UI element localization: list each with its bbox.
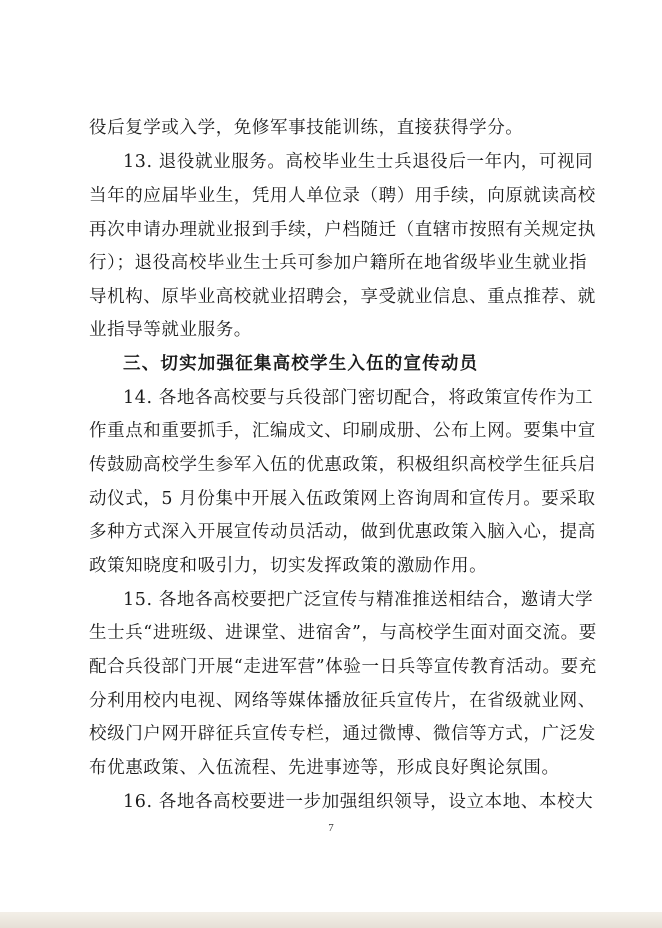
text-line: 14. 各地各高校要与兵役部门密切配合，将政策宣传作为工 [123, 388, 594, 408]
text-line: 生士兵“进班级、进课堂、进宿舍”，与高校学生面对面交流。要 [89, 623, 597, 643]
text-line: 15. 各地各高校要把广泛宣传与精准推送相结合，邀请大学 [123, 590, 594, 610]
text-line: 再次申请办理就业报到手续，户档随迁（直辖市按照有关规定执 [89, 220, 596, 240]
text-line: 当年的应届毕业生，凭用人单位录（聘）用手续，向原就读高校 [89, 186, 596, 206]
text-line: 布优惠政策、入伍流程、先进事迹等，形成良好舆论氛围。 [89, 758, 560, 778]
text-line: 13. 退役就业服务。高校毕业生士兵退役后一年内，可视同 [123, 152, 594, 172]
text-line: 传鼓励高校学生参军入伍的优惠政策，积极组织高校学生征兵启 [89, 455, 596, 475]
text-line: 配合兵役部门开展“走进军营”体验一日兵等宣传教育活动。要充 [89, 657, 597, 677]
text-line: 作重点和重要抓手，汇编成文、印刷成册、公布上网。要集中宣 [89, 421, 596, 441]
text-line: 动仪式，5 月份集中开展入伍政策网上咨询周和宣传月。要采取 [89, 489, 596, 509]
text-line: 行）；退役高校毕业生士兵可参加户籍所在地省级毕业生就业指 [89, 253, 588, 273]
text-line: 分利用校内电视、网络等媒体播放征兵宣传片，在省级就业网、 [89, 691, 596, 711]
section-heading: 三、切实加强征集高校学生入伍的宣传动员 [123, 354, 479, 374]
text-line: 多种方式深入开展宣传动员活动，做到优惠政策入脑入心，提高 [89, 522, 596, 542]
text-line: 16. 各地各高校要进一步加强组织领导，设立本地、本校大 [123, 792, 594, 812]
text-line: 业指导等就业服务。 [89, 320, 252, 340]
text-line: 政策知晓度和吸引力，切实发挥政策的激励作用。 [89, 556, 488, 576]
text-line: 校级门户网开辟征兵宣传专栏，通过微博、微信等方式，广泛发 [89, 724, 596, 744]
text-line: 役后复学或入学，免修军事技能训练，直接获得学分。 [89, 118, 524, 138]
text-line: 导机构、原毕业高校就业招聘会，享受就业信息、重点推荐、就 [89, 287, 596, 307]
page-bottom-edge [0, 912, 662, 928]
page-number: 7 [328, 822, 334, 834]
